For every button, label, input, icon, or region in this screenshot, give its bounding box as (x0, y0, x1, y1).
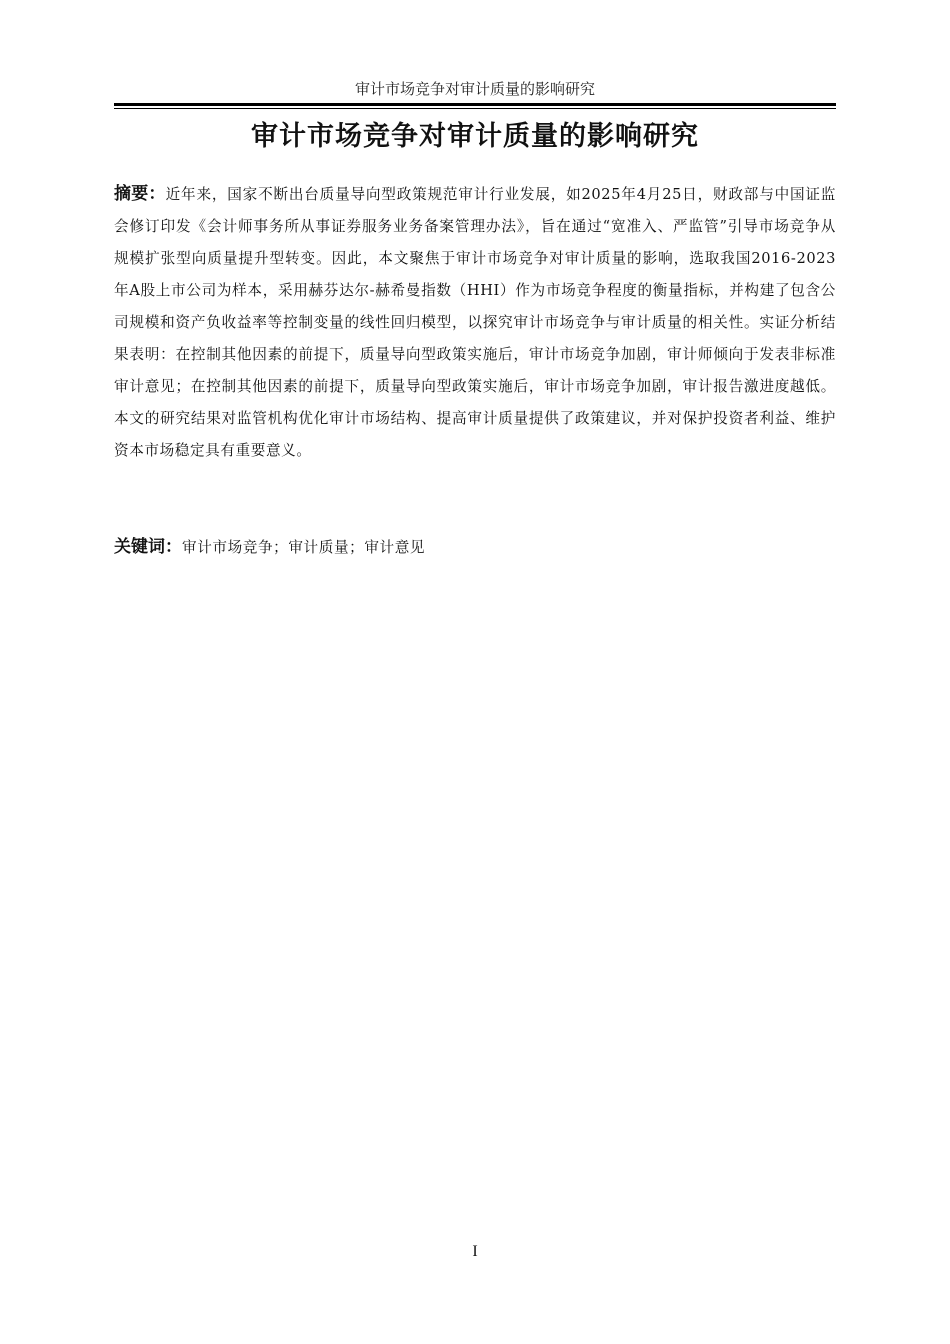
keywords-label: 关键词： (114, 537, 182, 557)
abstract-paragraph (114, 178, 836, 467)
header-rule-thick (114, 103, 836, 106)
header-rule-thin (114, 108, 836, 109)
running-header: 审计市场竞争对审计质量的影响研究 (354, 80, 595, 98)
keywords-paragraph (114, 531, 836, 564)
document-title: 审计市场竞争对审计质量的影响研究 (251, 121, 699, 152)
abstract-label: 摘要： (114, 184, 166, 204)
keywords-text: 审计市场竞争；审计质量；审计意见 (182, 539, 426, 556)
page-number: I (472, 1243, 478, 1260)
abstract-text: 近年来，国家不断出台质量导向型政策规范审计行业发展，如2025年4月25日，财政部与中国证监会修订印发《会计师事务所从事证券服务业务备案管理办法》，旨在通过“宽准入、严监管”引导市场竞争从规模扩张型向质量提升型转变。因此，本文聚焦于审计市场竞争对审计质量的影响，选取我国2016-2023年A股上市公司为样本，采用赫芬达尔-赫希曼指数（HHI）作为市场竞争程度的衡量指标，并构建了包含公司规模和资产负收益率等控制变量的线性回归模型，以探究审计市场竞争与审计质量的相关性。实证分析结果表明：在控制其他因素的前提下，质量导向型政策实施后，审计市场竞争加剧，审计师倾向于发表非标准审计意见；在控制其他因素的前提下，质量导向型政策实施后，审计市场竞争加剧，审计报告激进度越低。本文的研究结果对监管机构优化审计市场结构、提高审计质量提供了政策建议，并对保护投资者利益、维护资本市场稳定具有重要意义。 (114, 186, 836, 459)
